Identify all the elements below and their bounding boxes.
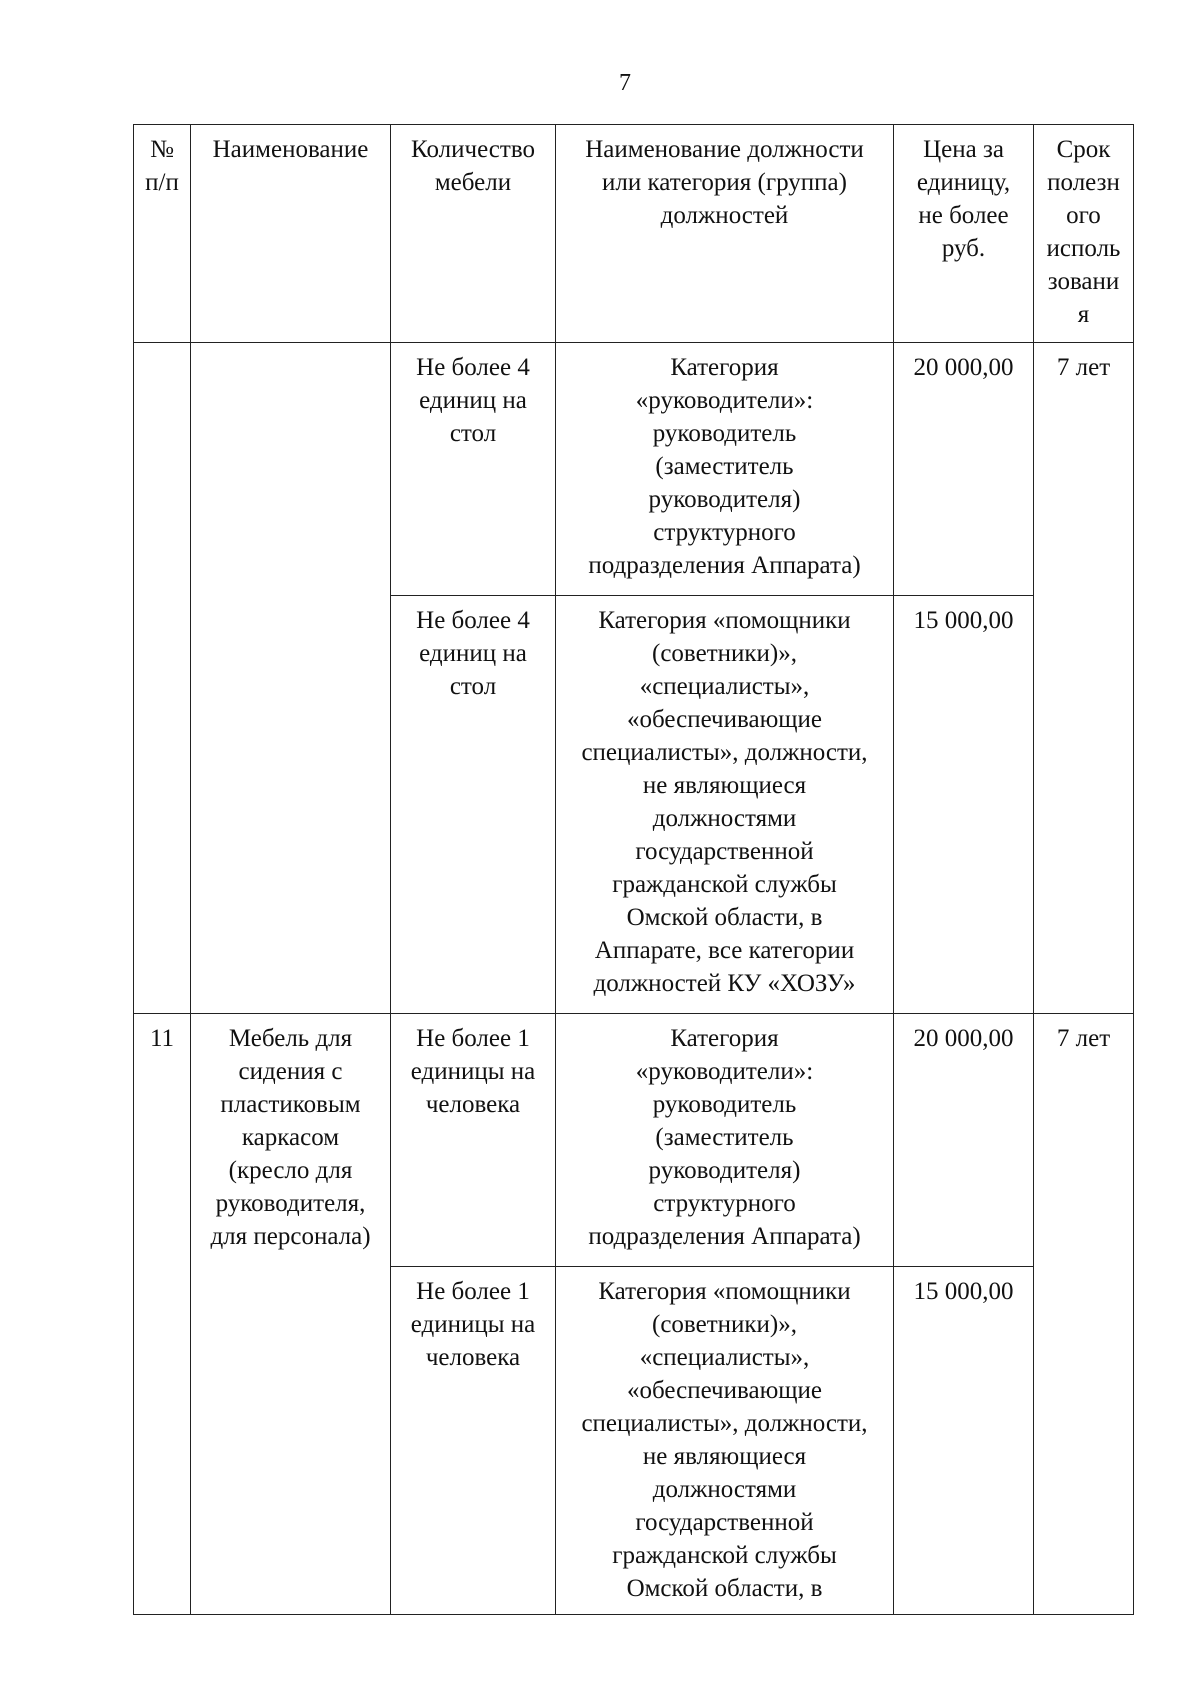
table-header-row bbox=[134, 125, 1134, 343]
header-term: Срок полезн ого исполь зовани я bbox=[1034, 125, 1134, 343]
row-term-cell: 7 лет bbox=[1034, 343, 1134, 1014]
header-position: Наименование должности или категория (группа) должностей bbox=[556, 125, 894, 343]
row-quantity-cell: Не более 1 единицы на человека bbox=[391, 1014, 556, 1267]
page-number: 7 bbox=[619, 70, 631, 96]
row-price-cell: 15 000,00 bbox=[894, 596, 1034, 1014]
header-number: № п/п bbox=[134, 125, 191, 343]
table-row bbox=[134, 343, 1134, 596]
row-position-cell: Категория «руководители»: руководитель (заместитель руководителя) структурного подразделения Аппарата) bbox=[556, 1014, 894, 1267]
table-row bbox=[134, 1014, 1134, 1267]
row-number-cell: 11 bbox=[134, 1014, 191, 1615]
row-name-cell bbox=[191, 343, 391, 1014]
header-name: Наименование bbox=[191, 125, 391, 343]
row-quantity-cell: Не более 4 единиц на стол bbox=[391, 343, 556, 596]
row-quantity-cell: Не более 4 единиц на стол bbox=[391, 596, 556, 1014]
row-price-cell: 20 000,00 bbox=[894, 1014, 1034, 1267]
furniture-norms-table bbox=[133, 124, 1134, 1615]
row-position-cell: Категория «помощники (советники)», «специалисты», «обеспечивающие специалисты», должности, не являющиеся должностями государственной гражданской службы Омской области, в bbox=[556, 1267, 894, 1615]
row-quantity-cell: Не более 1 единицы на человека bbox=[391, 1267, 556, 1615]
row-term-cell: 7 лет bbox=[1034, 1014, 1134, 1615]
row-price-cell: 20 000,00 bbox=[894, 343, 1034, 596]
row-price-cell: 15 000,00 bbox=[894, 1267, 1034, 1615]
header-quantity: Количество мебели bbox=[391, 125, 556, 343]
row-position-cell: Категория «руководители»: руководитель (заместитель руководителя) структурного подразделения Аппарата) bbox=[556, 343, 894, 596]
row-position-cell: Категория «помощники (советники)», «специалисты», «обеспечивающие специалисты», должности, не являющиеся должностями государственной гражданской службы Омской области, в Аппарате, все категории должностей КУ «ХОЗУ» bbox=[556, 596, 894, 1014]
row-name-cell: Мебель для сидения с пластиковым каркасом (кресло для руководителя, для персонала) bbox=[191, 1014, 391, 1615]
header-price: Цена за единицу, не более руб. bbox=[894, 125, 1034, 343]
row-number-cell bbox=[134, 343, 191, 1014]
